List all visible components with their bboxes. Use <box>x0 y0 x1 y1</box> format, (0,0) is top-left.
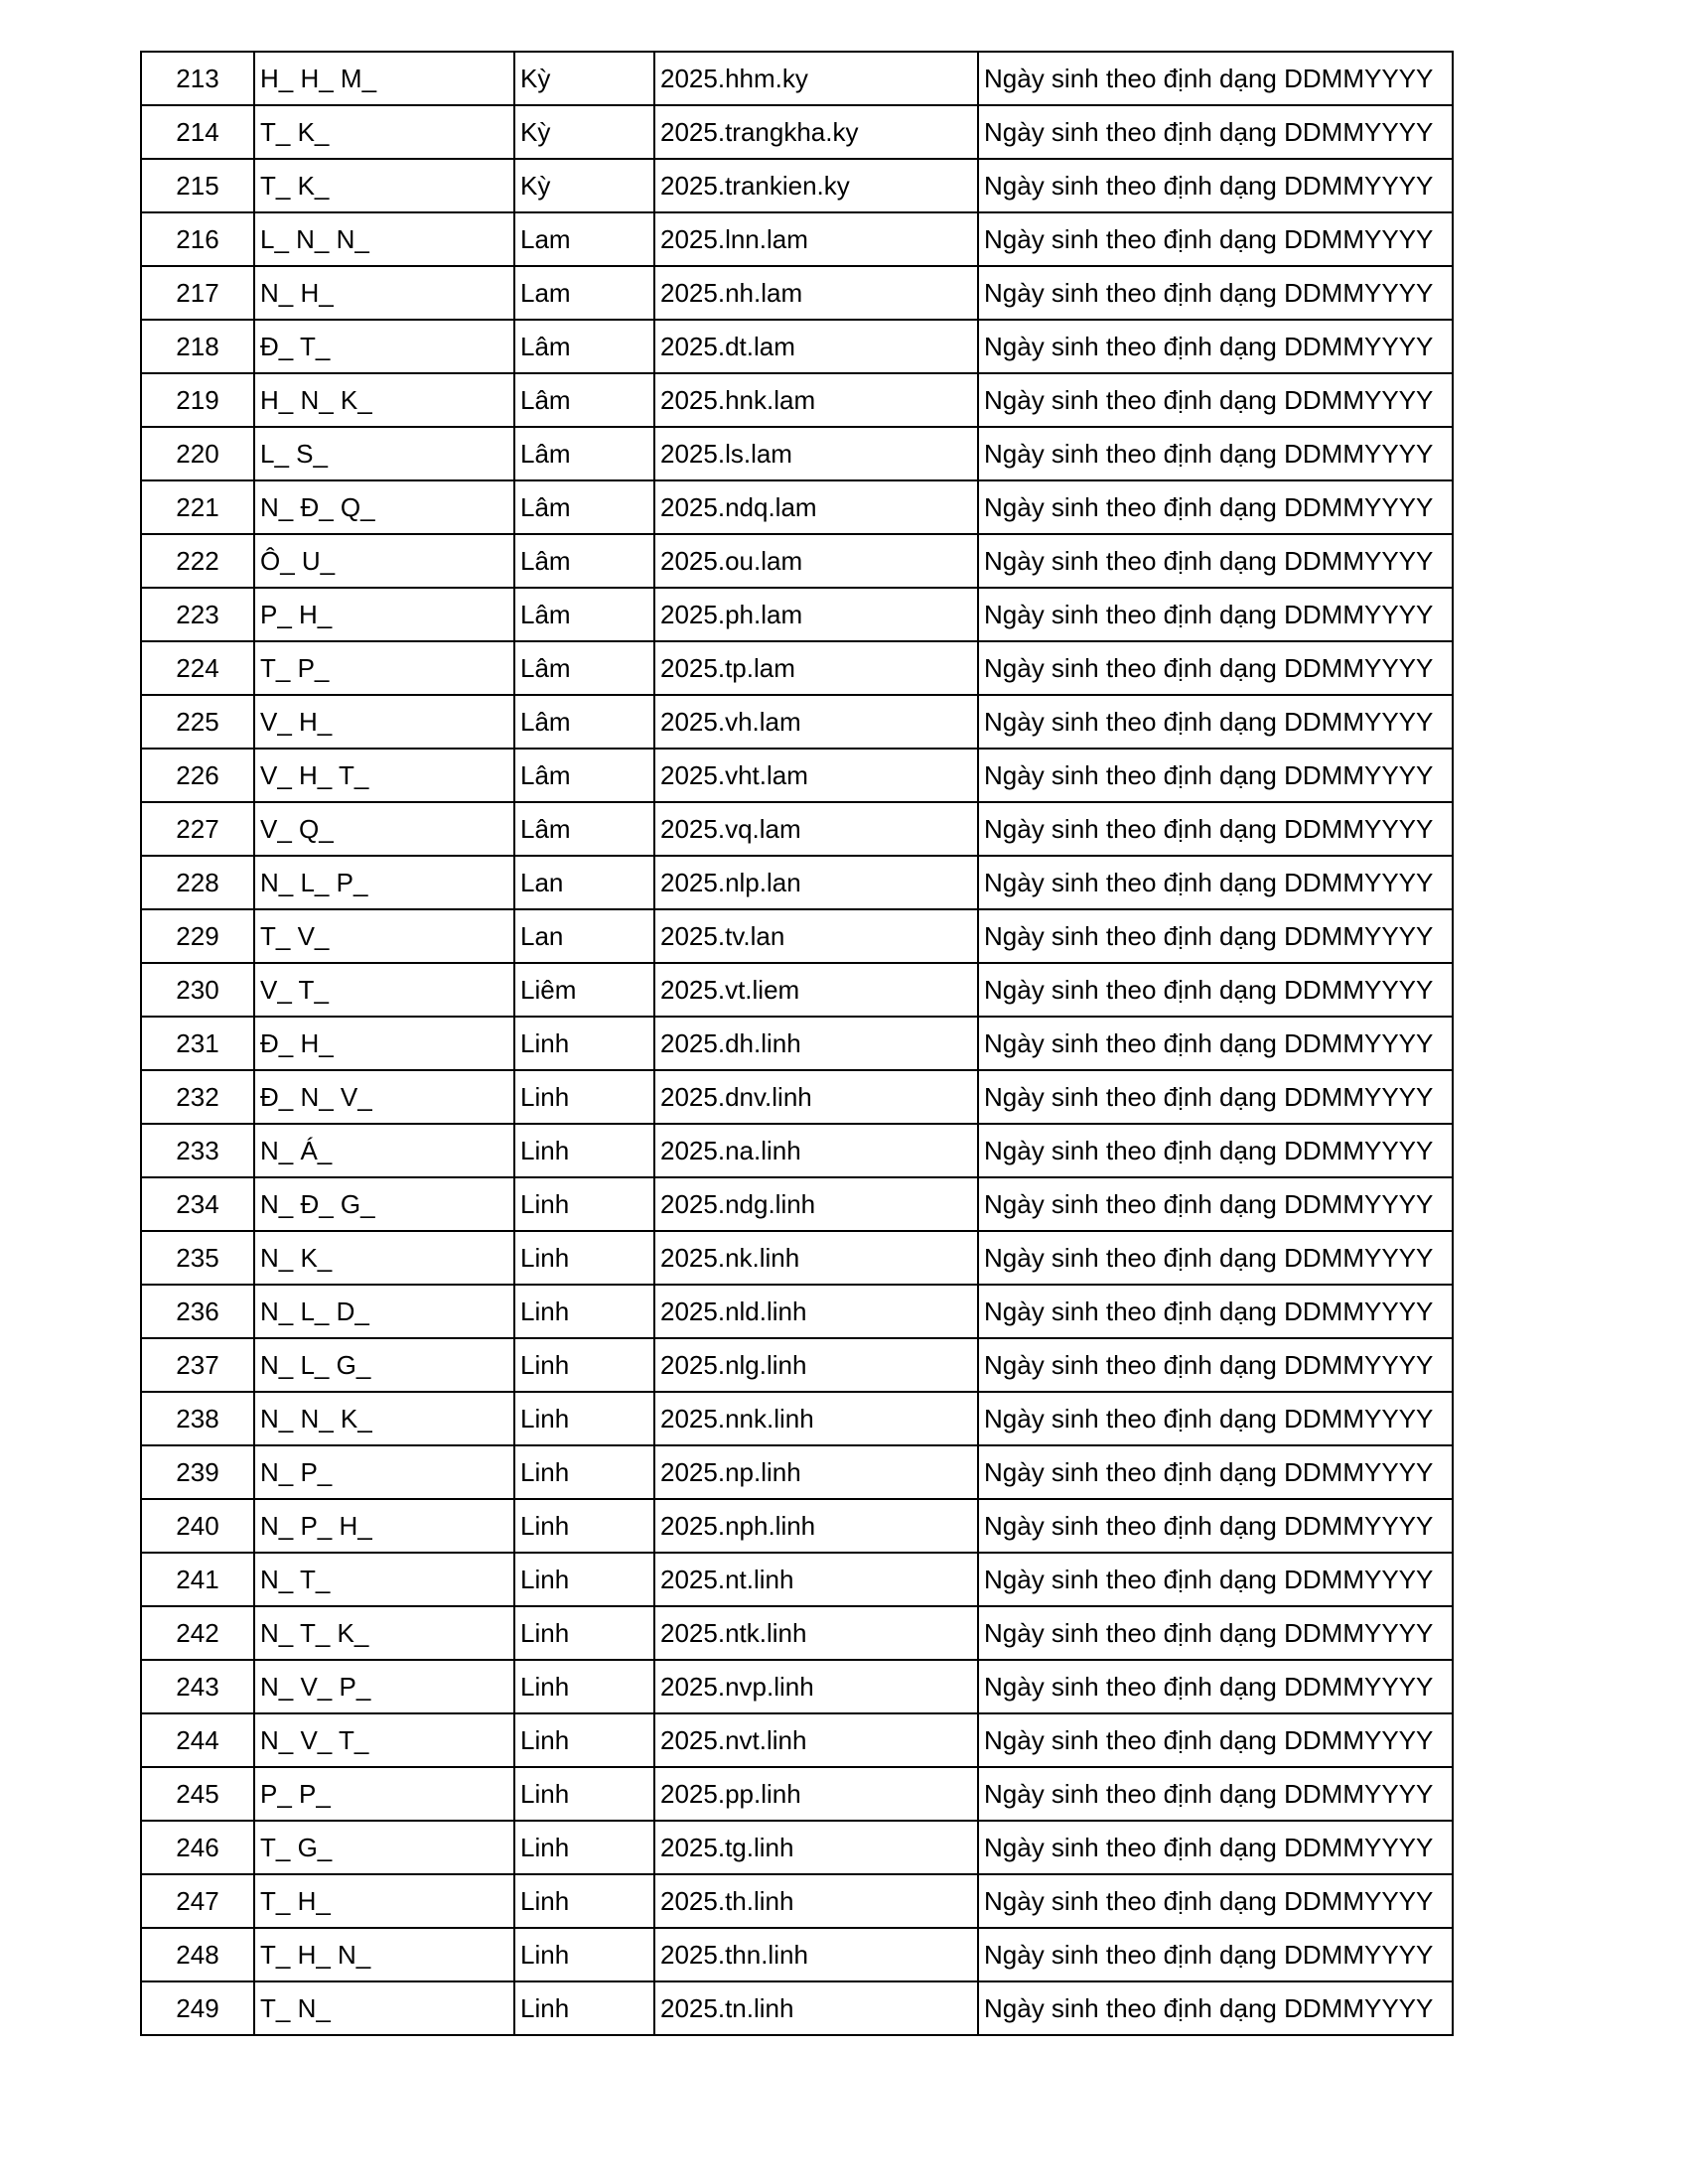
initials-cell: N_ T_ K_ <box>254 1606 514 1660</box>
password-note-cell: Ngày sinh theo định dạng DDMMYYYY <box>978 588 1453 641</box>
table-row <box>141 1124 1453 1177</box>
table-row <box>141 427 1453 480</box>
username-cell: 2025.dnv.linh <box>654 1070 978 1124</box>
password-note-cell: Ngày sinh theo định dạng DDMMYYYY <box>978 909 1453 963</box>
username-cell: 2025.ls.lam <box>654 427 978 480</box>
initials-cell: T_ P_ <box>254 641 514 695</box>
row-number-cell: 231 <box>141 1017 254 1070</box>
given-name-cell: Linh <box>514 1660 654 1713</box>
row-number-cell: 232 <box>141 1070 254 1124</box>
password-note-cell: Ngày sinh theo định dạng DDMMYYYY <box>978 1767 1453 1821</box>
username-cell: 2025.na.linh <box>654 1124 978 1177</box>
table-row <box>141 1553 1453 1606</box>
username-cell: 2025.pp.linh <box>654 1767 978 1821</box>
given-name-cell: Lâm <box>514 480 654 534</box>
initials-cell: H_ N_ K_ <box>254 373 514 427</box>
password-note-cell: Ngày sinh theo định dạng DDMMYYYY <box>978 52 1453 105</box>
table-row <box>141 1177 1453 1231</box>
initials-cell: N_ Á_ <box>254 1124 514 1177</box>
initials-cell: T_ G_ <box>254 1821 514 1874</box>
given-name-cell: Linh <box>514 1553 654 1606</box>
given-name-cell: Lâm <box>514 588 654 641</box>
username-cell: 2025.nvt.linh <box>654 1713 978 1767</box>
initials-cell: Đ_ N_ V_ <box>254 1070 514 1124</box>
initials-cell: T_ K_ <box>254 159 514 212</box>
password-note-cell: Ngày sinh theo định dạng DDMMYYYY <box>978 266 1453 320</box>
table-row <box>141 1070 1453 1124</box>
password-note-cell: Ngày sinh theo định dạng DDMMYYYY <box>978 1713 1453 1767</box>
given-name-cell: Linh <box>514 1767 654 1821</box>
password-note-cell: Ngày sinh theo định dạng DDMMYYYY <box>978 1874 1453 1928</box>
given-name-cell: Linh <box>514 1070 654 1124</box>
password-note-cell: Ngày sinh theo định dạng DDMMYYYY <box>978 963 1453 1017</box>
password-note-cell: Ngày sinh theo định dạng DDMMYYYY <box>978 480 1453 534</box>
initials-cell: N_ P_ <box>254 1445 514 1499</box>
password-note-cell: Ngày sinh theo định dạng DDMMYYYY <box>978 1928 1453 1981</box>
password-note-cell: Ngày sinh theo định dạng DDMMYYYY <box>978 212 1453 266</box>
initials-cell: Đ_ H_ <box>254 1017 514 1070</box>
initials-cell: N_ L_ P_ <box>254 856 514 909</box>
username-cell: 2025.nnk.linh <box>654 1392 978 1445</box>
row-number-cell: 241 <box>141 1553 254 1606</box>
table-row <box>141 695 1453 749</box>
password-note-cell: Ngày sinh theo định dạng DDMMYYYY <box>978 1392 1453 1445</box>
row-number-cell: 235 <box>141 1231 254 1285</box>
password-note-cell: Ngày sinh theo định dạng DDMMYYYY <box>978 373 1453 427</box>
username-cell: 2025.nld.linh <box>654 1285 978 1338</box>
username-cell: 2025.trangkha.ky <box>654 105 978 159</box>
given-name-cell: Linh <box>514 1338 654 1392</box>
table-row <box>141 480 1453 534</box>
username-cell: 2025.nh.lam <box>654 266 978 320</box>
username-cell: 2025.nlg.linh <box>654 1338 978 1392</box>
initials-cell: T_ H_ <box>254 1874 514 1928</box>
username-cell: 2025.lnn.lam <box>654 212 978 266</box>
initials-cell: N_ L_ D_ <box>254 1285 514 1338</box>
password-note-cell: Ngày sinh theo định dạng DDMMYYYY <box>978 1553 1453 1606</box>
initials-cell: T_ H_ N_ <box>254 1928 514 1981</box>
username-cell: 2025.vh.lam <box>654 695 978 749</box>
row-number-cell: 222 <box>141 534 254 588</box>
username-cell: 2025.nk.linh <box>654 1231 978 1285</box>
table-row <box>141 588 1453 641</box>
initials-cell: L_ N_ N_ <box>254 212 514 266</box>
username-cell: 2025.nph.linh <box>654 1499 978 1553</box>
password-note-cell: Ngày sinh theo định dạng DDMMYYYY <box>978 159 1453 212</box>
row-number-cell: 239 <box>141 1445 254 1499</box>
given-name-cell: Linh <box>514 1499 654 1553</box>
table-row <box>141 641 1453 695</box>
given-name-cell: Lam <box>514 212 654 266</box>
initials-cell: T_ N_ <box>254 1981 514 2035</box>
username-cell: 2025.vq.lam <box>654 802 978 856</box>
initials-cell: N_ P_ H_ <box>254 1499 514 1553</box>
password-note-cell: Ngày sinh theo định dạng DDMMYYYY <box>978 695 1453 749</box>
table-row <box>141 1445 1453 1499</box>
table-row <box>141 1606 1453 1660</box>
given-name-cell: Linh <box>514 1981 654 2035</box>
password-note-cell: Ngày sinh theo định dạng DDMMYYYY <box>978 1124 1453 1177</box>
password-note-cell: Ngày sinh theo định dạng DDMMYYYY <box>978 1017 1453 1070</box>
username-cell: 2025.vht.lam <box>654 749 978 802</box>
initials-cell: N_ H_ <box>254 266 514 320</box>
given-name-cell: Lan <box>514 909 654 963</box>
table-row <box>141 963 1453 1017</box>
password-note-cell: Ngày sinh theo định dạng DDMMYYYY <box>978 1445 1453 1499</box>
given-name-cell: Lâm <box>514 802 654 856</box>
given-name-cell: Linh <box>514 1285 654 1338</box>
row-number-cell: 236 <box>141 1285 254 1338</box>
initials-cell: H_ H_ M_ <box>254 52 514 105</box>
username-cell: 2025.np.linh <box>654 1445 978 1499</box>
row-number-cell: 214 <box>141 105 254 159</box>
table-row <box>141 1285 1453 1338</box>
password-note-cell: Ngày sinh theo định dạng DDMMYYYY <box>978 1285 1453 1338</box>
given-name-cell: Lâm <box>514 534 654 588</box>
initials-cell: N_ Đ_ G_ <box>254 1177 514 1231</box>
username-cell: 2025.nlp.lan <box>654 856 978 909</box>
initials-cell: L_ S_ <box>254 427 514 480</box>
given-name-cell: Linh <box>514 1124 654 1177</box>
row-number-cell: 218 <box>141 320 254 373</box>
initials-cell: V_ H_ T_ <box>254 749 514 802</box>
row-number-cell: 238 <box>141 1392 254 1445</box>
given-name-cell: Lan <box>514 856 654 909</box>
username-cell: 2025.thn.linh <box>654 1928 978 1981</box>
row-number-cell: 240 <box>141 1499 254 1553</box>
initials-cell: V_ Q_ <box>254 802 514 856</box>
row-number-cell: 242 <box>141 1606 254 1660</box>
initials-cell: N_ V_ P_ <box>254 1660 514 1713</box>
password-note-cell: Ngày sinh theo định dạng DDMMYYYY <box>978 641 1453 695</box>
table-row <box>141 266 1453 320</box>
given-name-cell: Linh <box>514 1606 654 1660</box>
username-cell: 2025.ndg.linh <box>654 1177 978 1231</box>
given-name-cell: Linh <box>514 1713 654 1767</box>
username-cell: 2025.nvp.linh <box>654 1660 978 1713</box>
row-number-cell: 230 <box>141 963 254 1017</box>
table-row <box>141 52 1453 105</box>
given-name-cell: Linh <box>514 1231 654 1285</box>
given-name-cell: Linh <box>514 1928 654 1981</box>
given-name-cell: Lâm <box>514 373 654 427</box>
password-note-cell: Ngày sinh theo định dạng DDMMYYYY <box>978 320 1453 373</box>
row-number-cell: 217 <box>141 266 254 320</box>
username-cell: 2025.tv.lan <box>654 909 978 963</box>
table-row <box>141 1017 1453 1070</box>
row-number-cell: 246 <box>141 1821 254 1874</box>
given-name-cell: Kỳ <box>514 159 654 212</box>
initials-cell: T_ K_ <box>254 105 514 159</box>
given-name-cell: Linh <box>514 1177 654 1231</box>
password-note-cell: Ngày sinh theo định dạng DDMMYYYY <box>978 427 1453 480</box>
password-note-cell: Ngày sinh theo định dạng DDMMYYYY <box>978 1070 1453 1124</box>
initials-cell: Đ_ T_ <box>254 320 514 373</box>
row-number-cell: 227 <box>141 802 254 856</box>
initials-cell: N_ T_ <box>254 1553 514 1606</box>
row-number-cell: 229 <box>141 909 254 963</box>
password-note-cell: Ngày sinh theo định dạng DDMMYYYY <box>978 105 1453 159</box>
password-note-cell: Ngày sinh theo định dạng DDMMYYYY <box>978 856 1453 909</box>
password-note-cell: Ngày sinh theo định dạng DDMMYYYY <box>978 1499 1453 1553</box>
table-row <box>141 802 1453 856</box>
row-number-cell: 233 <box>141 1124 254 1177</box>
table-row <box>141 159 1453 212</box>
row-number-cell: 228 <box>141 856 254 909</box>
username-cell: 2025.vt.liem <box>654 963 978 1017</box>
password-note-cell: Ngày sinh theo định dạng DDMMYYYY <box>978 534 1453 588</box>
initials-cell: V_ T_ <box>254 963 514 1017</box>
account-table-body <box>141 52 1453 2035</box>
initials-cell: N_ L_ G_ <box>254 1338 514 1392</box>
table-row <box>141 1231 1453 1285</box>
row-number-cell: 234 <box>141 1177 254 1231</box>
given-name-cell: Linh <box>514 1392 654 1445</box>
account-table <box>140 51 1454 2036</box>
row-number-cell: 215 <box>141 159 254 212</box>
table-row <box>141 856 1453 909</box>
username-cell: 2025.tp.lam <box>654 641 978 695</box>
username-cell: 2025.nt.linh <box>654 1553 978 1606</box>
initials-cell: P_ P_ <box>254 1767 514 1821</box>
initials-cell: T_ V_ <box>254 909 514 963</box>
initials-cell: V_ H_ <box>254 695 514 749</box>
table-row <box>141 1713 1453 1767</box>
row-number-cell: 220 <box>141 427 254 480</box>
password-note-cell: Ngày sinh theo định dạng DDMMYYYY <box>978 749 1453 802</box>
given-name-cell: Lâm <box>514 427 654 480</box>
password-note-cell: Ngày sinh theo định dạng DDMMYYYY <box>978 1660 1453 1713</box>
row-number-cell: 213 <box>141 52 254 105</box>
table-row <box>141 1392 1453 1445</box>
row-number-cell: 225 <box>141 695 254 749</box>
username-cell: 2025.trankien.ky <box>654 159 978 212</box>
table-row <box>141 909 1453 963</box>
table-row <box>141 1928 1453 1981</box>
username-cell: 2025.tn.linh <box>654 1981 978 2035</box>
username-cell: 2025.ph.lam <box>654 588 978 641</box>
row-number-cell: 245 <box>141 1767 254 1821</box>
table-row <box>141 1338 1453 1392</box>
initials-cell: N_ N_ K_ <box>254 1392 514 1445</box>
password-note-cell: Ngày sinh theo định dạng DDMMYYYY <box>978 1606 1453 1660</box>
row-number-cell: 219 <box>141 373 254 427</box>
password-note-cell: Ngày sinh theo định dạng DDMMYYYY <box>978 1981 1453 2035</box>
table-row <box>141 1981 1453 2035</box>
table-row <box>141 1821 1453 1874</box>
row-number-cell: 226 <box>141 749 254 802</box>
initials-cell: Ô_ U_ <box>254 534 514 588</box>
given-name-cell: Liêm <box>514 963 654 1017</box>
table-row <box>141 1874 1453 1928</box>
username-cell: 2025.ntk.linh <box>654 1606 978 1660</box>
given-name-cell: Lam <box>514 266 654 320</box>
table-row <box>141 534 1453 588</box>
table-row <box>141 105 1453 159</box>
row-number-cell: 221 <box>141 480 254 534</box>
given-name-cell: Linh <box>514 1017 654 1070</box>
username-cell: 2025.ou.lam <box>654 534 978 588</box>
initials-cell: N_ Đ_ Q_ <box>254 480 514 534</box>
given-name-cell: Lâm <box>514 695 654 749</box>
row-number-cell: 223 <box>141 588 254 641</box>
initials-cell: N_ K_ <box>254 1231 514 1285</box>
table-row <box>141 1767 1453 1821</box>
username-cell: 2025.dt.lam <box>654 320 978 373</box>
row-number-cell: 237 <box>141 1338 254 1392</box>
row-number-cell: 244 <box>141 1713 254 1767</box>
password-note-cell: Ngày sinh theo định dạng DDMMYYYY <box>978 1177 1453 1231</box>
username-cell: 2025.dh.linh <box>654 1017 978 1070</box>
initials-cell: P_ H_ <box>254 588 514 641</box>
row-number-cell: 247 <box>141 1874 254 1928</box>
table-row <box>141 749 1453 802</box>
username-cell: 2025.tg.linh <box>654 1821 978 1874</box>
row-number-cell: 249 <box>141 1981 254 2035</box>
password-note-cell: Ngày sinh theo định dạng DDMMYYYY <box>978 1231 1453 1285</box>
row-number-cell: 216 <box>141 212 254 266</box>
given-name-cell: Linh <box>514 1874 654 1928</box>
password-note-cell: Ngày sinh theo định dạng DDMMYYYY <box>978 1338 1453 1392</box>
username-cell: 2025.hnk.lam <box>654 373 978 427</box>
password-note-cell: Ngày sinh theo định dạng DDMMYYYY <box>978 1821 1453 1874</box>
given-name-cell: Lâm <box>514 749 654 802</box>
password-note-cell: Ngày sinh theo định dạng DDMMYYYY <box>978 802 1453 856</box>
row-number-cell: 248 <box>141 1928 254 1981</box>
table-row <box>141 1499 1453 1553</box>
given-name-cell: Kỳ <box>514 52 654 105</box>
given-name-cell: Lâm <box>514 641 654 695</box>
row-number-cell: 224 <box>141 641 254 695</box>
username-cell: 2025.th.linh <box>654 1874 978 1928</box>
given-name-cell: Kỳ <box>514 105 654 159</box>
given-name-cell: Lâm <box>514 320 654 373</box>
table-row <box>141 1660 1453 1713</box>
given-name-cell: Linh <box>514 1445 654 1499</box>
table-row <box>141 212 1453 266</box>
table-row <box>141 320 1453 373</box>
username-cell: 2025.hhm.ky <box>654 52 978 105</box>
initials-cell: N_ V_ T_ <box>254 1713 514 1767</box>
table-row <box>141 373 1453 427</box>
given-name-cell: Linh <box>514 1821 654 1874</box>
username-cell: 2025.ndq.lam <box>654 480 978 534</box>
row-number-cell: 243 <box>141 1660 254 1713</box>
